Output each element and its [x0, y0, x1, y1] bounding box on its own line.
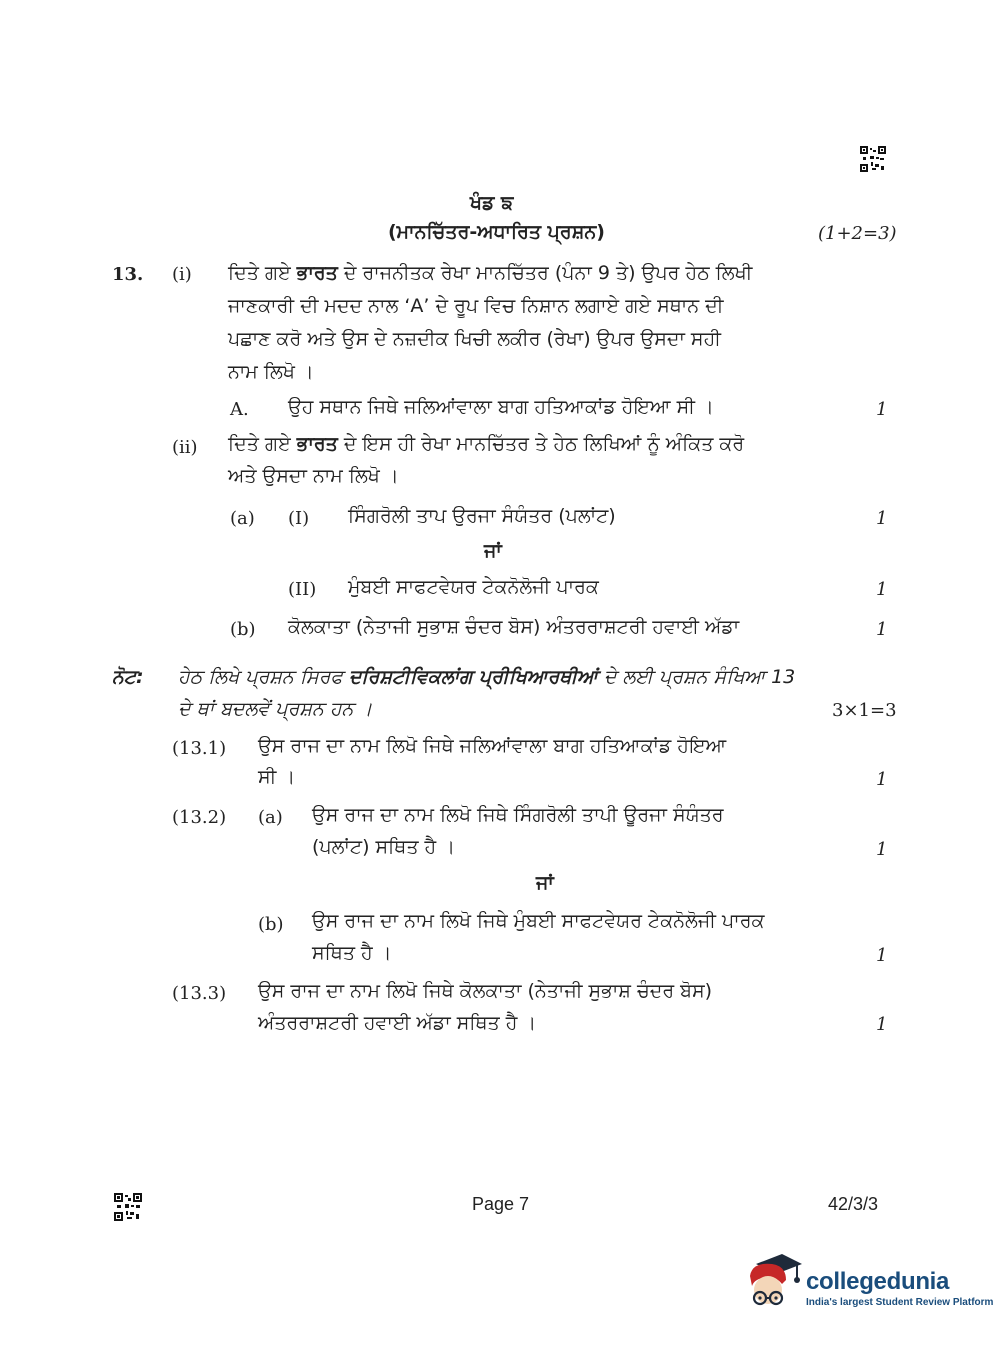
note-marks: 3×1=3 [832, 700, 897, 721]
note-line2: ਦੇ ਥਾਂ ਬਦਲਵੇਂ ਪ੍ਰਸ਼ਨ ਹਨ । [178, 698, 373, 720]
alt-q2-a-mark: 1 [876, 839, 888, 860]
alt-q2-b-label: (b) [258, 914, 284, 935]
part-ii-a-ii-label: (II) [288, 579, 317, 600]
alt-q2-label: (13.2) [172, 807, 227, 828]
alt-q1-line1: ਉਸ ਰਾਜ ਦਾ ਨਾਮ ਲਿਖੋ ਜਿਥੇ ਜਲਿਆਂਵਾਲਾ ਬਾਗ ਹਤਿਆਕਾਂਡ ਹੋਇਆ [258, 735, 727, 757]
part-i-line2: ਜਾਣਕਾਰੀ ਦੀ ਮਦਦ ਨਾਲ ‘A’ ਦੇ ਰੂਪ ਵਿਚ ਨਿਸ਼ਾਨ ਲਗਾਏ ਗਏ ਸਥਾਨ ਦੀ [228, 295, 724, 317]
part-i-line1: ਦਿਤੇ ਗਏ ਭਾਰਤ ਦੇ ਰਾਜਨੀਤਕ ਰੇਖਾ ਮਾਨਚਿੱਤਰ (ਪੰਨਾ 9 ਤੇ) ਉਪਰ ਹੇਠ ਲਿਖੀ [228, 262, 753, 284]
part-ii-a-i-label: (I) [288, 508, 310, 529]
part-ii-b-mark: 1 [876, 619, 888, 640]
part-ii-line1: ਦਿਤੇ ਗਏ ਭਾਰਤ ਦੇ ਇਸ ਹੀ ਰੇਖਾ ਮਾਨਚਿੱਤਰ ਤੇ ਹੇਠ ਲਿਖਿਆਂ ਨੂੰ ਅੰਕਿਤ ਕਰੋ [228, 433, 745, 455]
alt-q2-b-line1: ਉਸ ਰਾਜ ਦਾ ਨਾਮ ਲਿਖੋ ਜਿਥੇ ਮੁੰਬਈ ਸਾਫਟਵੇਯਰ ਟੇਕਨੋਲੋਜੀ ਪਾਰਕ [312, 910, 765, 932]
alt-q2-b-line2: ਸਥਿਤ ਹੈ । [312, 942, 392, 964]
item-a-text: ਉਹ ਸਥਾਨ ਜਿਥੇ ਜਲਿਆਂਵਾਲਾ ਬਾਗ ਹਤਿਆਕਾਂਡ ਹੋਇਆ ਸੀ । [288, 396, 714, 418]
alt-q2-a-label: (a) [258, 807, 283, 828]
paper-code: 42/3/3 [828, 1194, 879, 1214]
alt-q1-line2: ਸੀ । [258, 766, 296, 788]
part-ii-a-ii-text: ਮੁੰਬਈ ਸਾਫਟਵੇਯਰ ਟੇਕਨੋਲੋਜੀ ਪਾਰਕ [348, 576, 599, 598]
alt-q3-label: (13.3) [172, 983, 227, 1004]
part-i-line3: ਪਛਾਣ ਕਰੋ ਅਤੇ ਉਸ ਦੇ ਨਜ਼ਦੀਕ ਖਿਚੀ ਲਕੀਰ (ਰੇਖਾ) ਉਪਰ ਉਸਦਾ ਸਹੀ [228, 328, 721, 350]
page-number: Page 7 [472, 1194, 530, 1214]
section-marks: (1+2=3) [818, 223, 897, 244]
part-ii-a-i-mark: 1 [876, 508, 888, 529]
section-title: ਖੰਡ ਙ [470, 192, 514, 214]
part-ii-a-i-text: ਸਿੰਗਰੋਲੀ ਤਾਪ ਉਰਜਾ ਸੰਯੰਤਰ (ਪਲਾਂਟ) [348, 505, 616, 527]
note-label: ਨੋਟ: [112, 666, 144, 688]
alt-q2-b-mark: 1 [876, 945, 888, 966]
part-ii-a-label: (a) [230, 508, 255, 529]
qr-code-footer-icon [114, 1193, 142, 1221]
part-ii-b-text: ਕੋਲਕਾਤਾ (ਨੇਤਾਜੀ ਸੁਭਾਸ਼ ਚੰਦਰ ਬੋਸ) ਅੰਤਰਰਾਸ਼ਟਰੀ ਹਵਾਈ ਅੱਡਾ [288, 616, 740, 638]
alt-q2-a-line2: (ਪਲਾਂਟ) ਸਥਿਤ ਹੈ । [312, 836, 456, 858]
part-i-line4: ਨਾਮ ਲਿਖੋ । [228, 361, 314, 383]
part-i-label: (i) [172, 264, 192, 285]
part-ii-a-ii-mark: 1 [876, 579, 888, 600]
alt-q1-mark: 1 [876, 769, 888, 790]
part-ii-line2: ਅਤੇ ਉਸਦਾ ਨਾਮ ਲਿਖੋ । [228, 465, 399, 487]
brand-name: collegedunia [806, 1268, 950, 1295]
brand-tagline: India's largest Student Review Platform [806, 1297, 994, 1308]
collegedunia-mascot-logo [742, 1250, 804, 1314]
section-subtitle: (ਮਾਨਚਿੱਤਰ-ਅਧਾਰਿਤ ਪ੍ਰਸ਼ਨ) [388, 221, 605, 243]
part-ii-label: (ii) [172, 437, 198, 458]
alt-q3-line2: ਅੰਤਰਰਾਸ਼ਟਰੀ ਹਵਾਈ ਅੱਡਾ ਸਥਿਤ ਹੈ । [258, 1012, 537, 1034]
alt-q1-label: (13.1) [172, 738, 227, 759]
question-number: 13. [112, 264, 144, 285]
or-divider-1: ਜਾਂ [484, 540, 502, 562]
alt-q3-line1: ਉਸ ਰਾਜ ਦਾ ਨਾਮ ਲਿਖੋ ਜਿਥੇ ਕੋਲਕਾਤਾ (ਨੇਤਾਜੀ ਸੁਭਾਸ਼ ਚੰਦਰ ਬੋਸ) [258, 980, 713, 1002]
item-a-label: A. [230, 399, 249, 420]
alt-q3-mark: 1 [876, 1014, 888, 1035]
or-divider-2: ਜਾਂ [536, 872, 554, 894]
note-line1: ਹੇਠ ਲਿਖੇ ਪ੍ਰਸ਼ਨ ਸਿਰਫ ਦਰਿਸ਼ਟੀਵਿਕਲਾਂਗ ਪ੍ਰੀਖਿਆਰਥੀਆਂ ਦੇ ਲਈ ਪ੍ਰਸ਼ਨ ਸੰਖਿਆ 13 [178, 666, 796, 688]
alt-q2-a-line1: ਉਸ ਰਾਜ ਦਾ ਨਾਮ ਲਿਖੋ ਜਿਥੇ ਸਿੰਗਰੋਲੀ ਤਾਪੀ ਊਰਜਾ ਸੰਯੰਤਰ [312, 804, 724, 826]
item-a-mark: 1 [876, 399, 888, 420]
qr-code-icon [860, 146, 886, 172]
part-ii-b-label: (b) [230, 619, 256, 640]
